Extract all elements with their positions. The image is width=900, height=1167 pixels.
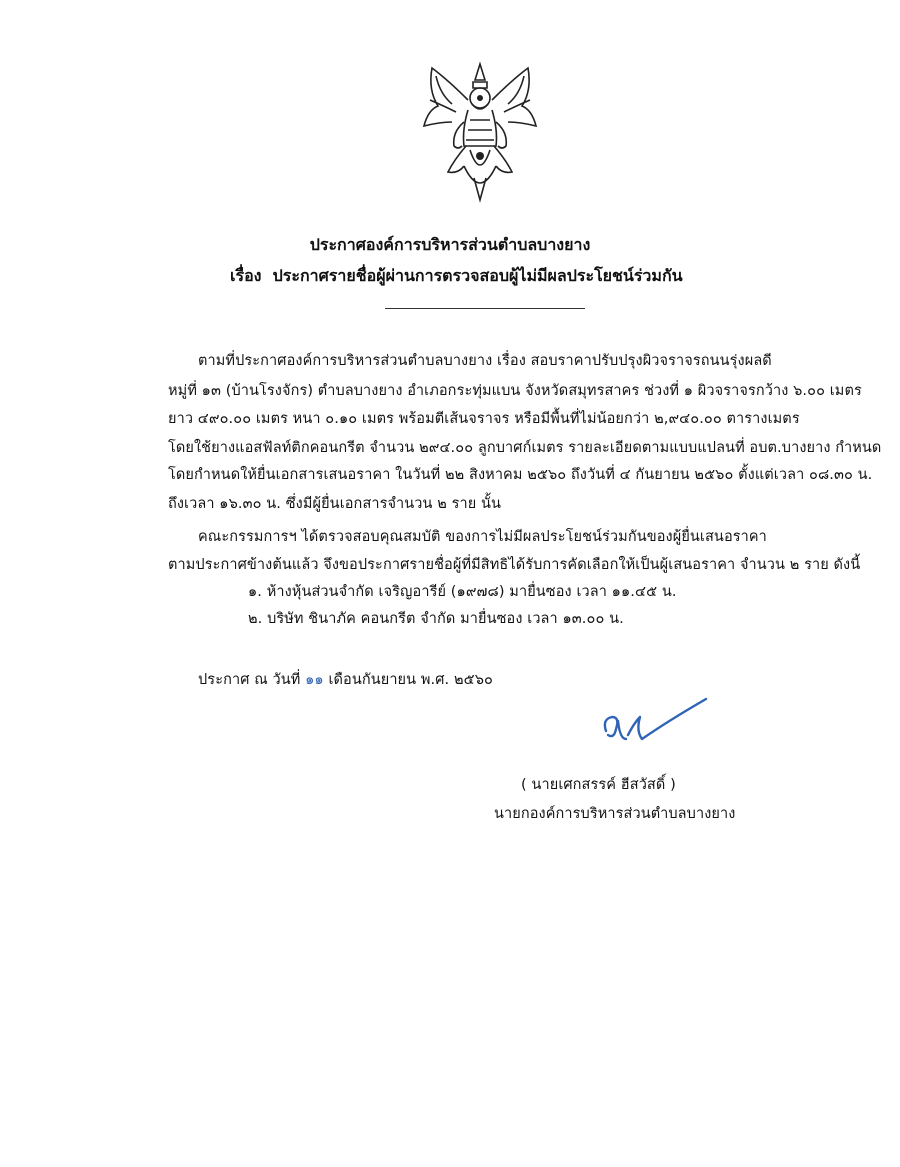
para1-line-5: โดยกำหนดให้ยื่นเอกสารเสนอราคา ในวันที่ ๒๒ สิงหาคม ๒๕๖๐ ถึงวันที่ ๔ กันยายน ๒๕๖๐ ตั้งแต่เวลา ๐๘.๓๐ น.	[168, 467, 873, 483]
subject-text: ประกาศรายชื่อผู้ผ่านการตรวจสอบผู้ไม่มีผลประโยชน์ร่วมกัน	[272, 266, 683, 285]
para1-line-4: โดยใช้ยางแอสฟัลท์ติกคอนกรีต จำนวน ๒๙๔.๐๐ ลูกบาศก์เมตร รายละเอียดตามแบบแปลนที่ อบต.บางยาง กำหนด	[168, 440, 882, 456]
title-divider	[385, 308, 585, 309]
announcement-subject-line	[230, 264, 683, 289]
garuda-emblem-icon	[418, 60, 542, 204]
para1-line-1: ตามที่ประกาศองค์การบริหารส่วนตำบลบางยาง เรื่อง สอบราคาปรับปรุงผิวจราจรถนนรุ่งผลดี	[198, 353, 772, 369]
date-suffix: เดือนกันยายน พ.ศ. ๒๕๖๐	[328, 672, 493, 688]
para1-line-3: ยาว ๔๙๐.๐๐ เมตร หนา ๐.๑๐ เมตร พร้อมตีเส้นจราจร หรือมีพื้นที่ไม่น้อยกว่า ๒,๙๔๐.๐๐ ตารางเมตร	[168, 411, 800, 427]
subject-label: เรื่อง	[230, 266, 262, 285]
date-prefix: ประกาศ ณ วันที่	[198, 672, 301, 688]
date-day-handwritten: ๑๑	[305, 672, 324, 688]
bidder-item-2: ๒. บริษัท ชินาภัค คอนกรีต จำกัด มายื่นซอง เวลา ๑๓.๐๐ น.	[248, 611, 624, 627]
bidder-item-1: ๑. ห้างหุ้นส่วนจำกัด เจริญอารีย์ (๑๙๗๘) มายื่นซอง เวลา ๑๑.๔๕ น.	[248, 584, 677, 600]
announcement-date	[198, 668, 493, 691]
para1-line-6: ถึงเวลา ๑๖.๓๐ น. ซึ่งมีผู้ยื่นเอกสารจำนวน ๒ ราย นั้น	[168, 496, 502, 512]
signature-icon	[598, 695, 710, 747]
announcement-title: ประกาศองค์การบริหารส่วนตำบลบางยาง	[309, 235, 591, 254]
signatory-position: นายกองค์การบริหารส่วนตำบลบางยาง	[494, 806, 736, 822]
para2-line-1: คณะกรรมการฯ ได้ตรวจสอบคุณสมบัติ ของการไม่มีผลประโยชน์ร่วมกันของผู้ยื่นเสนอราคา	[198, 529, 767, 545]
signatory-name: ( นายเศกสรรค์ ฮีสวัสดิ์ )	[521, 777, 676, 793]
para2-line-2: ตามประกาศข้างต้นแล้ว จึงขอประกาศรายชื่อผู้ที่มีสิทธิได้รับการคัดเลือกให้เป็นผู้เสนอราคา จำนวน ๒ ราย ดังนี้	[168, 557, 861, 573]
para1-line-2: หมู่ที่ ๑๓ (บ้านโรงจักร) ตำบลบางยาง อำเภอกระทุ่มแบน จังหวัดสมุทรสาคร ช่วงที่ ๑ ผิวจราจรกว้าง ๖.๐๐ เมตร	[168, 383, 862, 399]
